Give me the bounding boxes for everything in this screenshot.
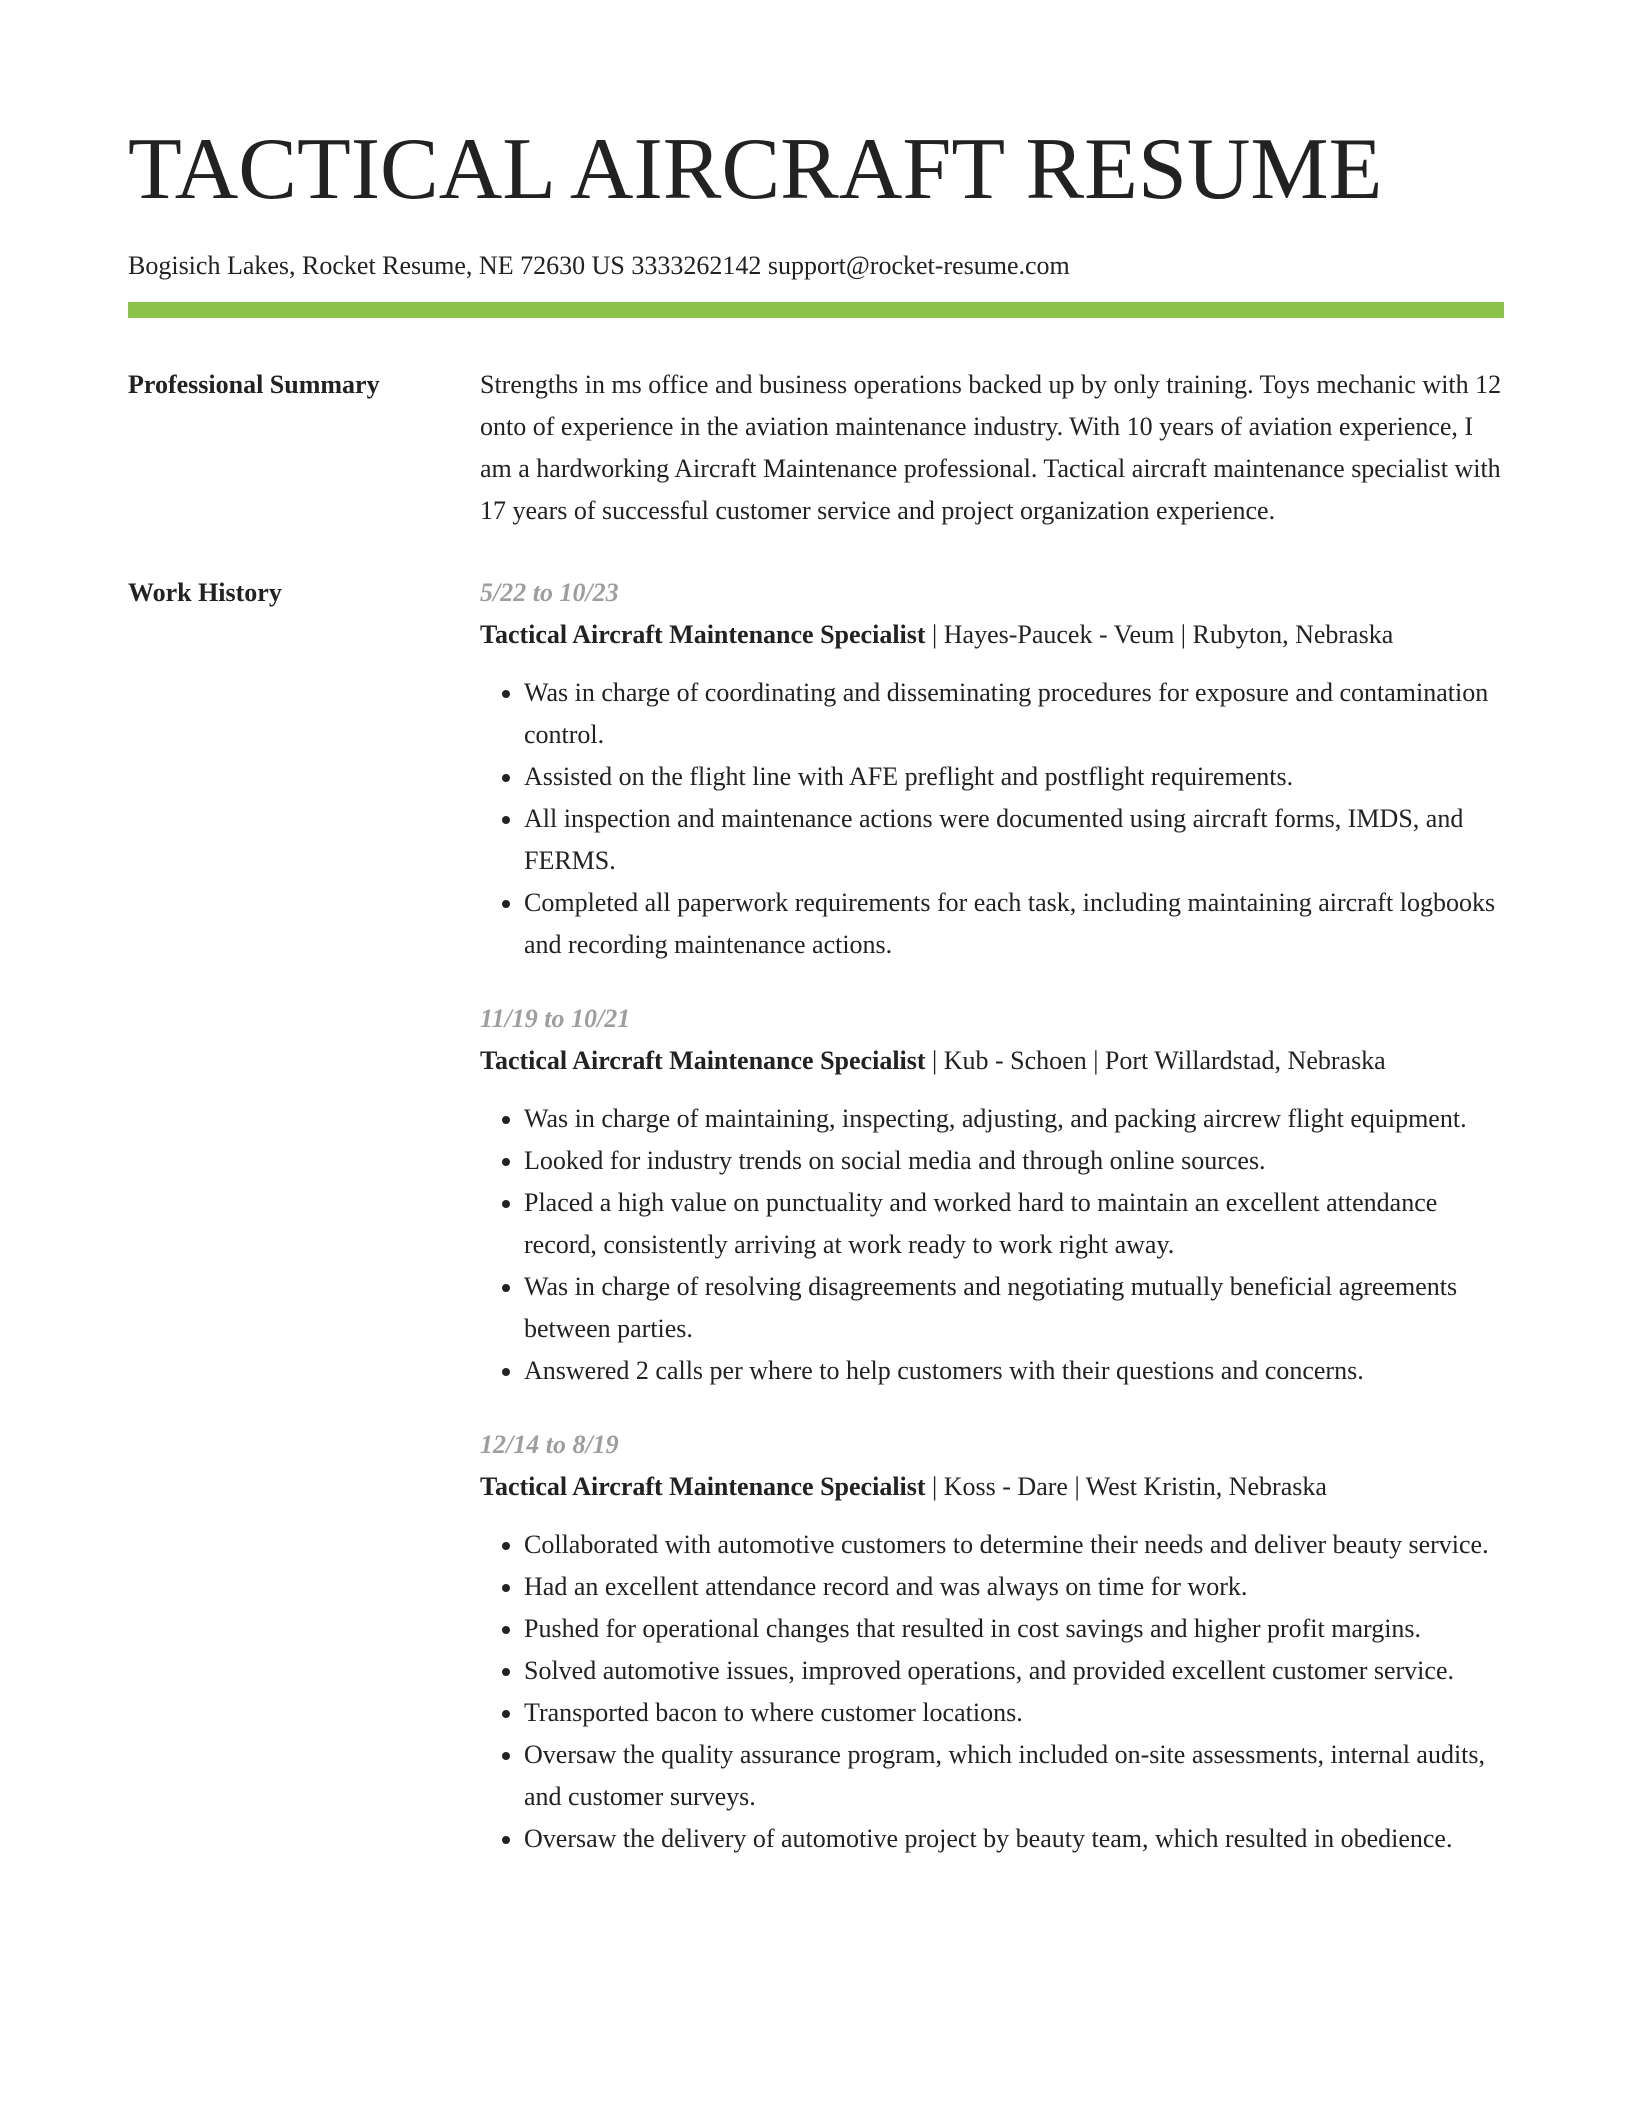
duty-item: • Was in charge of maintaining, inspecting, adjusting, and packing aircrew flight equipment. [524, 1098, 1504, 1140]
duty-item: • Solved automotive issues, improved operations, and provided excellent customer service. [524, 1650, 1504, 1692]
job-heading [480, 614, 1504, 656]
work-history-label: Work History [128, 578, 282, 607]
summary-label: Professional Summary [128, 370, 380, 399]
duty-item: • Collaborated with automotive customers to determine their needs and deliver beauty service. [524, 1524, 1504, 1566]
duty-item: • Was in charge of resolving disagreements and negotiating mutually beneficial agreements between parties. [524, 1266, 1504, 1350]
duty-item: • Assisted on the flight line with AFE preflight and postflight requirements. [524, 756, 1504, 798]
duty-item: • Oversaw the delivery of automotive project by beauty team, which resulted in obedience. [524, 1818, 1504, 1860]
job-company-location: | Hayes-Paucek - Veum | Rubyton, Nebraska [925, 620, 1394, 649]
job-duties-list [480, 1098, 1504, 1392]
job-duties-list [480, 1524, 1504, 1860]
duty-item: • Answered 2 calls per where to help customers with their questions and concerns. [524, 1350, 1504, 1392]
job-title: Tactical Aircraft Maintenance Specialist [480, 1472, 926, 1501]
summary-text: Strengths in ms office and business operations backed up by only training. Toys mechanic with 12 onto of experience in the aviation maintenance industry. With 10 years of aviation experience, I am a hardworking Aircraft Maintenance professional. Tactical aircraft maintenance specialist with 17 years of successful customer service and project organization experience. [480, 370, 1502, 525]
work-history-body [480, 572, 1504, 1892]
job-dates: 11/19 to 10/21 [480, 1004, 631, 1033]
job-heading [480, 1040, 1504, 1082]
duty-item: • All inspection and maintenance actions were documented using aircraft forms, IMDS, and FERMS. [524, 798, 1504, 882]
duty-item: • Pushed for operational changes that resulted in cost savings and higher profit margins. [524, 1608, 1504, 1650]
duty-item: • Completed all paperwork requirements for each task, including maintaining aircraft logbooks and recording maintenance actions. [524, 882, 1504, 966]
contact-address: Bogisich Lakes, Rocket Resume, NE 72630 US [128, 251, 625, 280]
job-entry [480, 1424, 1504, 1860]
job-entry [480, 998, 1504, 1392]
summary-section [128, 364, 1504, 532]
job-title: Tactical Aircraft Maintenance Specialist [480, 1046, 926, 1075]
duty-item: • Oversaw the quality assurance program, which included on-site assessments, internal audits, and customer surveys. [524, 1734, 1504, 1818]
accent-divider [128, 302, 1504, 318]
job-entry [480, 572, 1504, 966]
job-duties-list [480, 672, 1504, 966]
duty-item: • Looked for industry trends on social media and through online sources. [524, 1140, 1504, 1182]
work-history-section [128, 572, 1504, 1892]
resume-title: TACTICAL AIRCRAFT RESUME [128, 121, 1383, 218]
duty-item: • Had an excellent attendance record and was always on time for work. [524, 1566, 1504, 1608]
job-heading [480, 1466, 1504, 1508]
job-dates: 12/14 to 8/19 [480, 1430, 619, 1459]
duty-item: • Was in charge of coordinating and disseminating procedures for exposure and contamination control. [524, 672, 1504, 756]
contact-email: support@rocket-resume.com [767, 251, 1070, 280]
contact-phone: 3333262142 [631, 251, 762, 280]
job-company-location: | Kub - Schoen | Port Willardstad, Nebraska [925, 1046, 1386, 1075]
job-title: Tactical Aircraft Maintenance Specialist [480, 620, 926, 649]
job-company-location: | Koss - Dare | West Kristin, Nebraska [925, 1472, 1327, 1501]
duty-item: • Transported bacon to where customer locations. [524, 1692, 1504, 1734]
job-dates: 5/22 to 10/23 [480, 578, 619, 607]
duty-item: • Placed a high value on punctuality and worked hard to maintain an excellent attendance record, consistently arriving at work ready to work right away. [524, 1182, 1504, 1266]
contact-line [128, 246, 1504, 286]
